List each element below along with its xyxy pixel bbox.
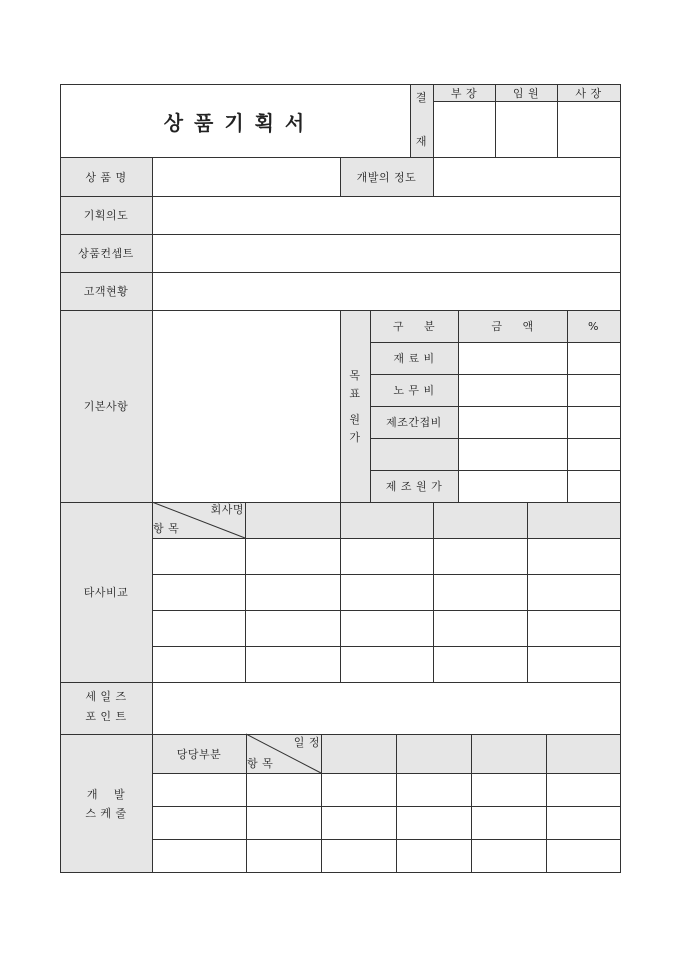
competitor-header-item: 항 목 — [153, 522, 180, 535]
label-development-level: 개발의 정도 — [356, 170, 417, 184]
label-schedule-line2: 스 케 줄 — [85, 807, 127, 820]
label-cell-target-cost — [340, 310, 370, 502]
label-planning-intent: 기획의도 — [83, 209, 129, 222]
label-basics: 기본사항 — [83, 400, 129, 413]
target-cost-item-overhead: 제조간접비 — [386, 416, 442, 429]
target-cost-item-labor: 노 무 비 — [393, 384, 435, 397]
target-cost-label-char-2: 표 — [349, 387, 361, 400]
target-cost-item-manufacturing: 제 조 원 가 — [385, 480, 443, 493]
label-product-name: 상 품 명 — [85, 170, 127, 184]
label-sales-point-line2: 포 인 트 — [85, 710, 127, 723]
target-cost-header-category: 구 분 — [392, 320, 436, 333]
document-title: 상 품 기 획 서 — [163, 110, 307, 135]
target-cost-label-char-3: 원 — [349, 413, 361, 426]
schedule-header-date: 일 정 — [293, 736, 320, 749]
target-cost-header-amount: 금 액 — [491, 320, 534, 333]
approval-label-bottom: 재 — [415, 135, 428, 148]
target-cost-label-char-4: 가 — [349, 431, 361, 444]
label-competitor: 타사비교 — [83, 586, 129, 599]
approval-role-department-head: 부 장 — [450, 86, 478, 100]
approval-label-top: 결 — [415, 91, 428, 104]
label-schedule-line1: 개 발 — [86, 788, 126, 801]
target-cost-label-char-1: 목 — [349, 369, 361, 382]
target-cost-item-material: 재 료 비 — [393, 352, 435, 365]
approval-role-executive: 임 원 — [512, 86, 540, 100]
target-cost-item-blank — [370, 438, 458, 470]
label-product-concept: 상품컨셉트 — [78, 247, 134, 260]
label-sales-point-line1: 세 일 즈 — [85, 690, 127, 703]
schedule-header-owner: 당당부분 — [176, 747, 222, 761]
target-cost-header-percent: % — [588, 319, 599, 333]
label-customer-status: 고객현황 — [83, 285, 129, 298]
schedule-header-item: 항 목 — [247, 757, 274, 770]
approval-role-president: 사 장 — [575, 86, 602, 100]
competitor-header-company: 회사명 — [210, 503, 244, 516]
